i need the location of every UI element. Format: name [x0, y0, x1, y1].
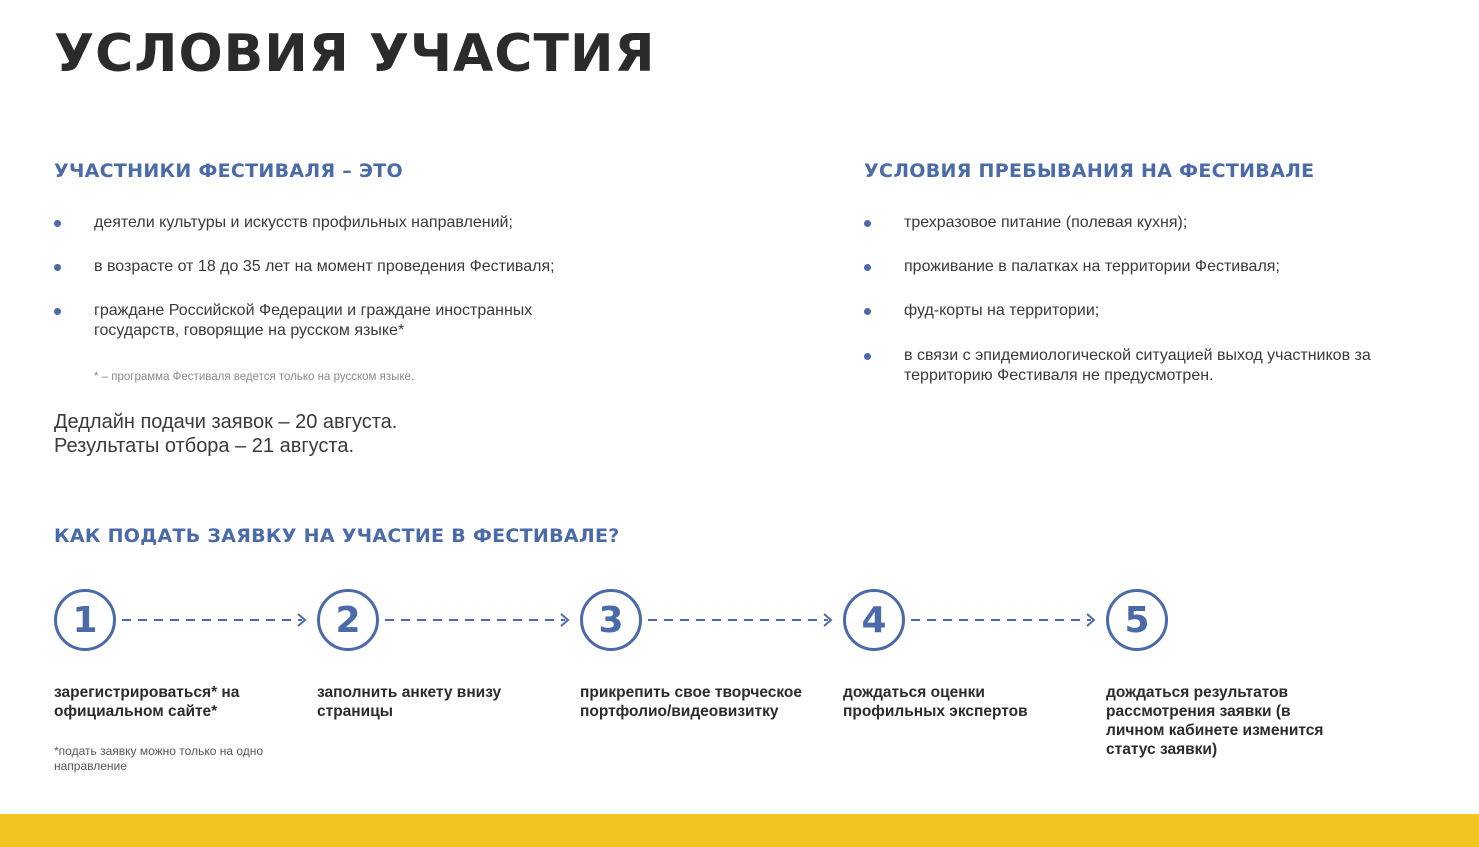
- bullet-icon: [864, 353, 871, 360]
- conditions-heading: УСЛОВИЯ ПРЕБЫВАНИЯ НА ФЕСТИВАЛЕ: [864, 160, 1315, 182]
- step-3-text: прикрепить свое творческое портфолио/видеовизитку: [580, 684, 803, 720]
- bullet-icon: [864, 220, 871, 227]
- step-5-text: дождаться результатов рассмотрения заявки (в личном кабинете изменится статус заявки): [1106, 684, 1324, 758]
- dashed-arrow-icon: [907, 610, 1101, 630]
- step-2-text: заполнить анкету внизу страницы: [317, 684, 502, 720]
- dashed-arrow-icon: [381, 610, 575, 630]
- step-1-text: зарегистрироваться* на официальном сайте*: [54, 684, 240, 720]
- list-item: проживание в палатках на территории Фестиваля;: [864, 257, 1454, 277]
- list-item: граждане Российской Федерации и граждане иностранных государств, говорящие на русском языке*: [54, 301, 614, 341]
- step-4-circle: 4: [843, 589, 905, 651]
- step-2-circle: 2: [317, 589, 379, 651]
- bottom-accent-bar: [0, 814, 1479, 847]
- step-5-circle: 5: [1106, 589, 1168, 651]
- bullet-icon: [864, 264, 871, 271]
- list-item: в связи с эпидемиологической ситуацией выход участников за территорию Фестиваля не предусмотрен.: [864, 346, 1454, 386]
- participants-footnote: * – программа Фестиваля ведется только на русском языке.: [94, 371, 415, 383]
- deadline-line: Дедлайн подачи заявок – 20 августа.: [54, 411, 398, 433]
- bullet-icon: [864, 308, 871, 315]
- step-3-circle: 3: [580, 589, 642, 651]
- step-footnote: *подать заявку можно только на одно направление: [54, 744, 264, 773]
- bullet-icon: [54, 264, 61, 271]
- deadline-block: [54, 410, 397, 458]
- list-item: деятели культуры и искусств профильных направлений;: [54, 213, 654, 233]
- page-title: УСЛОВИЯ УЧАСТИЯ: [54, 24, 656, 84]
- howto-heading: КАК ПОДАТЬ ЗАЯВКУ НА УЧАСТИЕ В ФЕСТИВАЛЕ?: [54, 525, 620, 547]
- step-1-circle: 1: [54, 589, 116, 651]
- dashed-arrow-icon: [118, 610, 312, 630]
- dashed-arrow-icon: [644, 610, 838, 630]
- list-item: фуд-корты на территории;: [864, 301, 1454, 321]
- list-item: трехразовое питание (полевая кухня);: [864, 213, 1454, 233]
- bullet-icon: [54, 220, 61, 227]
- bullet-icon: [54, 308, 61, 315]
- participants-list: [54, 213, 654, 341]
- list-item: в возрасте от 18 до 35 лет на момент проведения Фестиваля;: [54, 257, 654, 277]
- results-line: Результаты отбора – 21 августа.: [54, 435, 355, 457]
- step-4-text: дождаться оценки профильных экспертов: [843, 684, 1028, 720]
- participants-heading: УЧАСТНИКИ ФЕСТИВАЛЯ – ЭТО: [54, 160, 403, 182]
- conditions-list: [864, 213, 1454, 386]
